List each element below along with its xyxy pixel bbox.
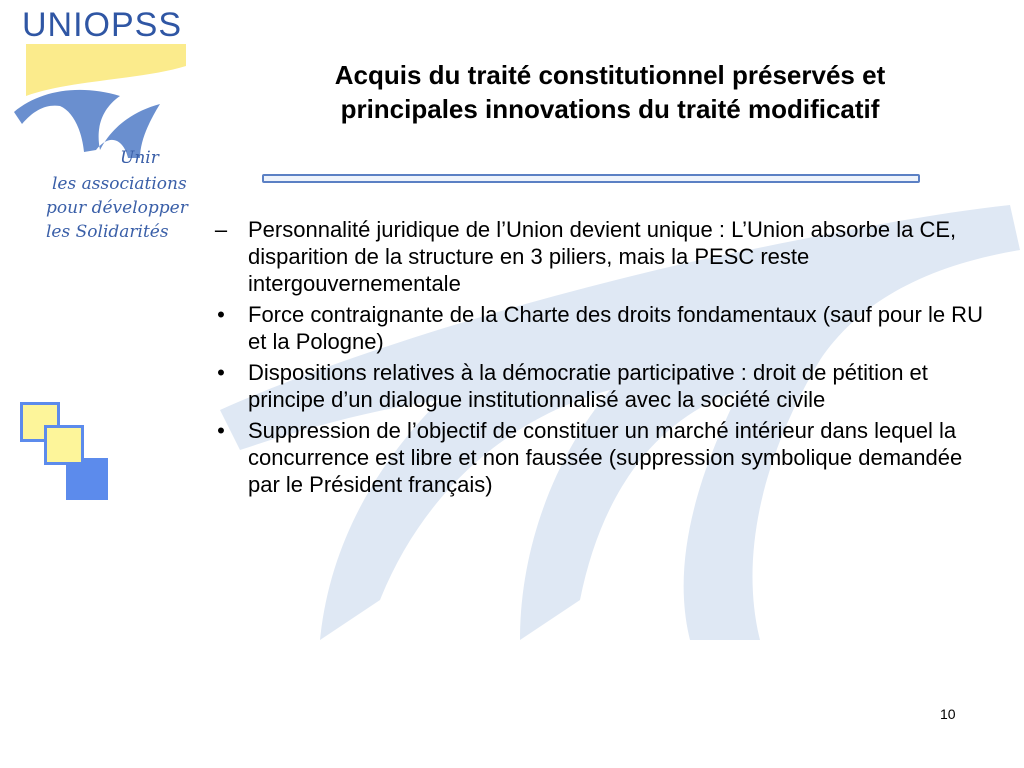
list-item [206,216,996,297]
logo-tagline-1: Unir [120,148,159,168]
bullet-text: Force contraignante de la Charte des droits fondamentaux (sauf pour le RU et la Pologne) [248,302,983,354]
bullet-text: Suppression de l’objectif de constituer un marché intérieur dans lequel la concurrence est libre et non faussée (suppression symbolique demandée par le Président français) [248,418,963,497]
list-item [206,417,996,498]
list-item [206,301,996,355]
slide-title [240,58,980,126]
logo-name: UNIOPSS [22,6,183,44]
bullet-marker: – [214,217,228,242]
logo-tagline-4: les Solidarités [46,222,169,242]
bullet-text: Dispositions relatives à la démocratie participative : droit de pétition et principe d’un dialogue institutionnalisé avec la société civile [248,360,928,412]
page-number: 10 [940,706,956,722]
bullet-marker: • [217,302,225,327]
title-underline-bar [262,174,920,183]
bullet-marker: • [217,418,225,443]
logo-tagline-3: pour développer [46,198,188,218]
title-line-2: principales innovations du traité modificatif [340,94,880,124]
logo-tagline-2: les associations [52,174,187,194]
list-item [206,359,996,413]
uniopss-logo [0,0,200,250]
bullet-text: Personnalité juridique de l’Union devient unique : L’Union absorbe la CE, disparition de la structure en 3 piliers, mais la PESC reste intergouvernementale [248,217,957,296]
bullet-list [206,216,996,502]
decor-square-yellow-bottom [44,425,84,465]
title-line-1: Acquis du traité constitutionnel préservés et [334,60,886,90]
bullet-marker: • [217,360,225,385]
